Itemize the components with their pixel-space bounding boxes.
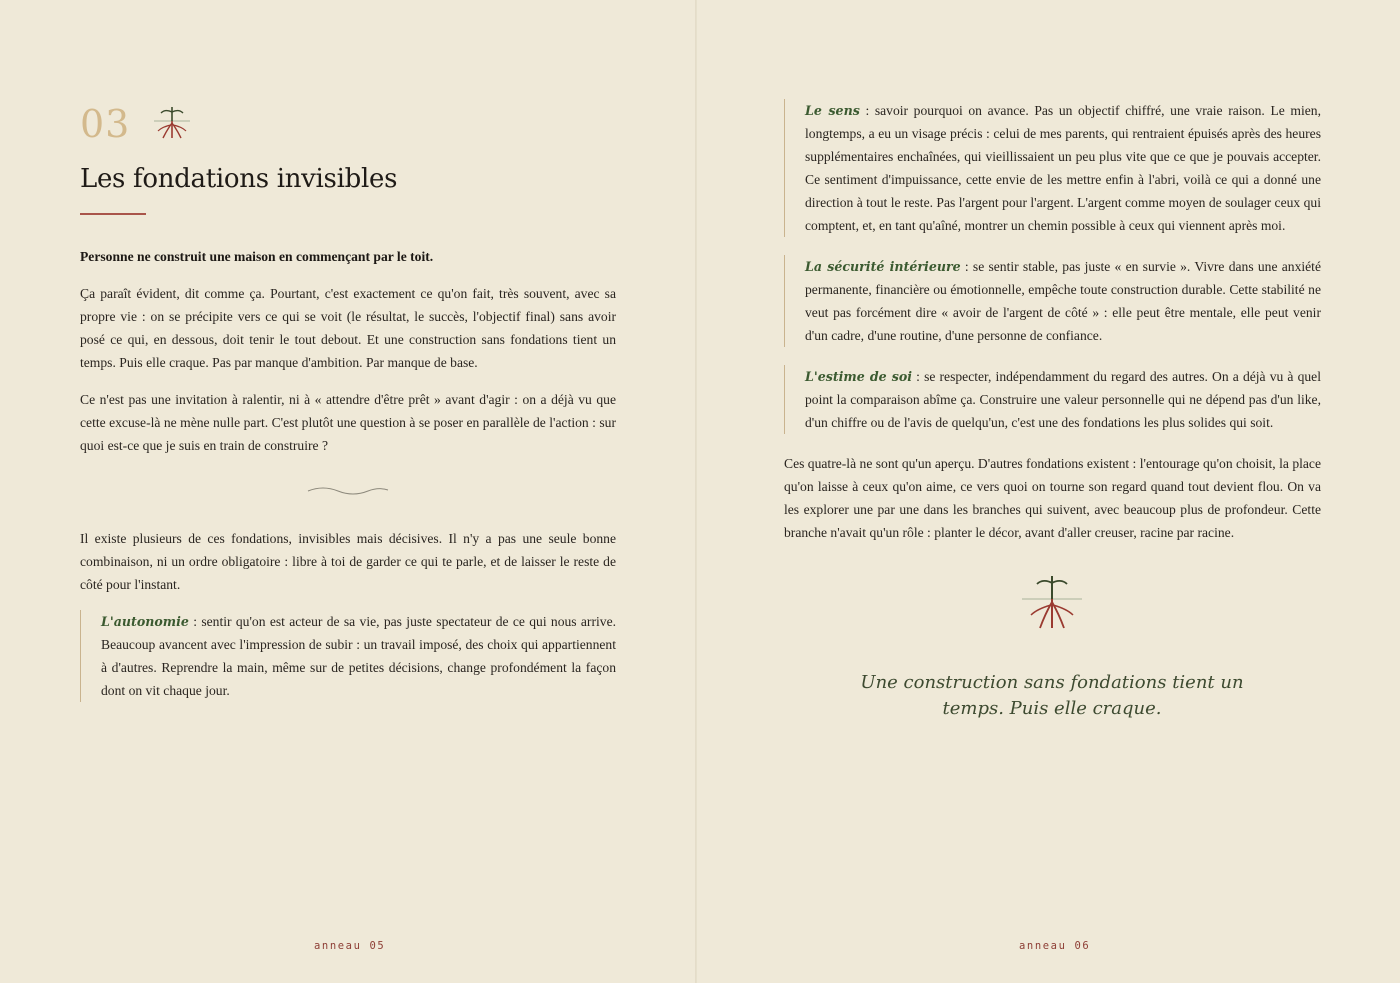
sprout-roots-icon bbox=[152, 104, 192, 142]
foundation-callout bbox=[784, 365, 1321, 434]
foundation-callout bbox=[784, 99, 1321, 237]
closing-paragraph: Ces quatre-là ne sont qu'un aperçu. D'autres fondations existent : l'entourage qu'on choisit, la place qu'on laisse à ceux qu'on aime, ce vers quoi on tourne son regard quand tout devient flou. On va les explorer une par une dans les branches qui suivent, avec beaucoup plus de profondeur. Cette branche n'avait qu'un rôle : planter le décor, avant d'aller creuser, racine par racine. bbox=[784, 456, 1321, 540]
callout-text: : savoir pourquoi on avance. Pas un objectif chiffré, une vraie raison. Le mien, longtemps, a eu un visage précis : celui de mes parents, qui rentraient épuisés après des heures supplémentaires enchaînées, qui vieillissaient un peu plus vite que ce que je pouvais accepter. Ce sentiment d'impuissance, cette envie de les mettre enfin à l'abri, voilà ce qui a donné une direction à tout le reste. Pas l'argent pour l'argent. L'argent comme moyen de soulager ceux qui comptent, et, en tant qu'aîné, montrer un chemin possible à ceux qui viennent après moi. bbox=[805, 103, 1321, 233]
paragraph: Il existe plusieurs de ces fondations, invisibles mais décisives. Il n'y a pas une seule bonne combinaison, ni un ordre obligatoire : libre à toi de garder ce qui te parle, et de laisser le reste de côté pour l'instant. bbox=[80, 531, 616, 592]
paragraph: Ce n'est pas une invitation à ralentir, ni à « attendre d'être prêt » avant d'agir : on a déjà vu que cette excuse-là ne mène nulle part. C'est plutôt une question à se poser en parallèle de l'action : sur quoi est-ce que je suis en train de construire ? bbox=[80, 392, 616, 453]
foundation-callout bbox=[784, 255, 1321, 347]
left-body bbox=[80, 245, 616, 720]
callout-term: L'autonomie bbox=[101, 614, 189, 629]
paragraph: Ça paraît évident, dit comme ça. Pourtant, c'est exactement ce qu'on fait, très souvent, avec sa propre vie : on se précipite vers ce qui se voit (le résultat, le succès, l'objectif final) sans avoir posé ce qui, en dessous, doit tenir le tout debout. Et une construction sans fondations tient un temps. Puis elle craque. Pas par manque d'ambition. Par manque de base. bbox=[80, 286, 616, 370]
sprout-roots-icon bbox=[1020, 570, 1084, 634]
chapter-header bbox=[80, 102, 620, 152]
callout-text: : sentir qu'on est acteur de sa vie, pas juste spectateur de ce qui nous arrive. Beaucoup avancent avec l'impression de subir : un travail imposé, des choix qui appartiennent à d'autres. Reprendre la main, même sur de petites décisions, change profondément la façon dont on vit chaque jour. bbox=[101, 614, 616, 698]
title-underline bbox=[80, 213, 146, 215]
chapter-title: Les fondations invisibles bbox=[80, 164, 398, 194]
page-folio: anneau 06 bbox=[1019, 940, 1091, 952]
callout-text: : se respecter, indépendamment du regard des autres. On a déjà vu à quel point la comparaison abîme ça. Construire une valeur personnelle qui ne dépend pas d'un like, d'un chiffre ou de l'avis de quelqu'un, c'est une des fondations les plus solides qui soit. bbox=[805, 369, 1321, 430]
callout-text: : se sentir stable, pas juste « en survie ». Vivre dans une anxiété permanente, financière ou émotionnelle, empêche toute construction durable. Cette stabilité ne veut pas forcément dire « avoir de l'argent de côté » : elle peut être mentale, elle peut venir d'un cadre, d'une routine, d'une personne de confiance. bbox=[805, 259, 1321, 343]
callout-term: Le sens bbox=[805, 103, 860, 118]
wave-divider-icon bbox=[306, 485, 390, 497]
section-divider bbox=[80, 471, 616, 527]
foundation-callout bbox=[80, 610, 616, 702]
pull-quote: Une construction sans fondations tient un temps. Puis elle craque. bbox=[860, 672, 1244, 719]
callout-term: L'estime de soi bbox=[805, 369, 913, 384]
callout-term: La sécurité intérieure bbox=[805, 259, 961, 274]
page-folio: anneau 05 bbox=[314, 940, 386, 952]
lead-sentence: Personne ne construit une maison en commençant par le toit. bbox=[80, 249, 434, 264]
right-body bbox=[784, 99, 1321, 558]
chapter-number: 03 bbox=[80, 102, 131, 146]
